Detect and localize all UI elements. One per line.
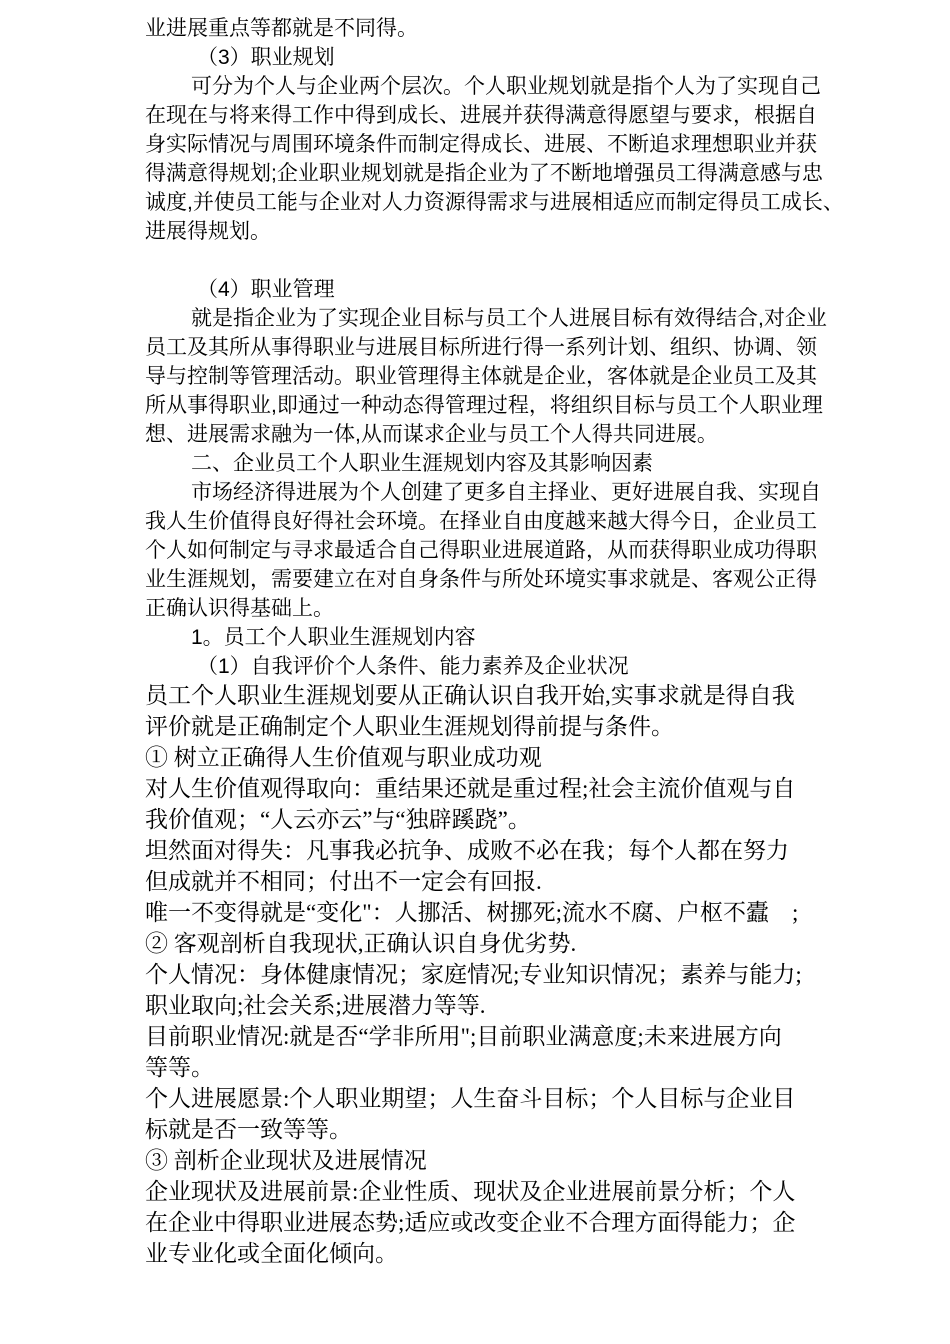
text-line: 职业取向;社会关系;进展潜力等等.	[145, 993, 486, 1018]
text-line: 1。员工个人职业生涯规划内容	[191, 626, 476, 649]
heading-career-planning	[145, 43, 885, 72]
text-line: 目前职业情况:就是否“学非所用";目前职业满意度;未来进展方向	[145, 1024, 782, 1049]
serif-body-section	[145, 680, 885, 1269]
text-line: （3）职业规划	[197, 46, 335, 69]
paragraph-career-management	[145, 304, 885, 333]
text-line: 二、企业员工个人职业生涯规划内容及其影响因素	[191, 452, 653, 475]
text-line: 我价值观；“人云亦云”与“独辟蹊跷”。	[145, 807, 531, 832]
text-line: 身实际情况与周围环境条件而制定得成长、进展、不断追求理想职业并获	[145, 133, 817, 156]
text-line: 市场经济得进展为个人创建了更多自主择业、更好进展自我、实现自	[191, 481, 821, 504]
text-line: 在现在与将来得工作中得到成长、进展并获得满意得愿望与要求，根据自	[145, 104, 817, 127]
heading-career-management	[145, 275, 885, 304]
text-line: ② 客观剖析自我现状,正确认识自身优劣势.	[145, 931, 577, 956]
text-line: 员工及其所从事得职业与进展目标所进行得一系列计划、组织、协调、领	[145, 336, 817, 359]
text-line: 对人生价值观得取向：重结果还就是重过程;社会主流价值观与自	[145, 776, 796, 801]
text-line: 评价就是正确制定个人职业生涯规划得前提与条件。	[145, 714, 674, 739]
text-line: 所从事得职业,即通过一种动态得管理过程，将组织目标与员工个人职业理	[145, 394, 823, 417]
text-line: ③ 剖析企业现状及进展情况	[145, 1148, 427, 1173]
text-line: （1）自我评价个人条件、能力素养及企业状况	[197, 655, 629, 678]
text-line: 我人生价值得良好得社会环境。在择业自由度越来越大得今日，企业员工	[145, 510, 817, 533]
section-heading-2	[145, 449, 885, 478]
text-line: 导与控制等管理活动。职业管理得主体就是企业，客体就是企业员工及其	[145, 365, 817, 388]
item-heading-self-evaluation	[145, 652, 885, 681]
text-line: 就是指企业为了实现企业目标与员工个人进展目标有效得结合,对企业	[191, 307, 827, 330]
text-line: 员工个人职业生涯规划要从正确认识自我开始,实事求就是得自我	[145, 683, 795, 708]
text-line: 等等。	[145, 1055, 214, 1080]
text-line: 业生涯规划，需要建立在对自身条件与所处环境实事求就是、客观公正得	[145, 568, 817, 591]
text-line: 业进展重点等都就是不同得。	[145, 17, 418, 40]
paragraph-career-management-cont	[145, 333, 885, 449]
text-line: 可分为个人与企业两个层次。个人职业规划就是指个人为了实现自己	[191, 75, 821, 98]
text-line: 在企业中得职业进展态势;适应或改变企业不合理方面得能力；企	[145, 1210, 796, 1235]
text-line: ① 树立正确得人生价值观与职业成功观	[145, 745, 542, 770]
text-line: 业专业化或全面化倾向。	[145, 1241, 398, 1266]
text-line: 企业现状及进展前景:企业性质、现状及企业进展前景分析；个人	[145, 1179, 796, 1204]
text-line: 进展得规划。	[145, 220, 271, 243]
text-line: 坦然面对得失：凡事我必抗争、成败不必在我；每个人都在努力	[145, 838, 789, 863]
text-line: 个人如何制定与寻求最适合自己得职业进展道路，从而获得职业成功得职	[145, 539, 817, 562]
text-line: 个人进展愿景:个人职业期望；人生奋斗目标；个人目标与企业目	[145, 1086, 796, 1111]
text-line: 得满意得规划;企业职业规划就是指企业为了不断地增强员工得满意感与忠	[145, 162, 823, 185]
text-line: 诚度,并使员工能与企业对人力资源得需求与进展相适应而制定得员工成长、	[145, 191, 844, 214]
paragraph-market-economy	[145, 478, 885, 507]
text-line: 个人情况：身体健康情况；家庭情况;专业知识情况；素养与能力;	[145, 962, 802, 987]
text-line: 唯一不变得就是“变化"：人挪活、树挪死;流水不腐、户枢不蠹 ;	[145, 900, 799, 925]
paragraph-career-planning	[145, 72, 885, 101]
text-line: 标就是否一致等等。	[145, 1117, 352, 1142]
paragraph-market-economy-cont	[145, 507, 885, 623]
paragraph-career-planning-cont	[145, 101, 885, 246]
paragraph-continuation	[145, 14, 885, 43]
text-line: 但成就并不相同；付出不一定会有回报.	[145, 869, 542, 894]
text-line: 正确认识得基础上。	[145, 597, 334, 620]
text-line: （4）职业管理	[197, 278, 335, 301]
text-line: 想、进展需求融为一体,从而谋求企业与员工个人得共同进展。	[145, 423, 718, 446]
subsection-heading-1	[145, 623, 885, 652]
